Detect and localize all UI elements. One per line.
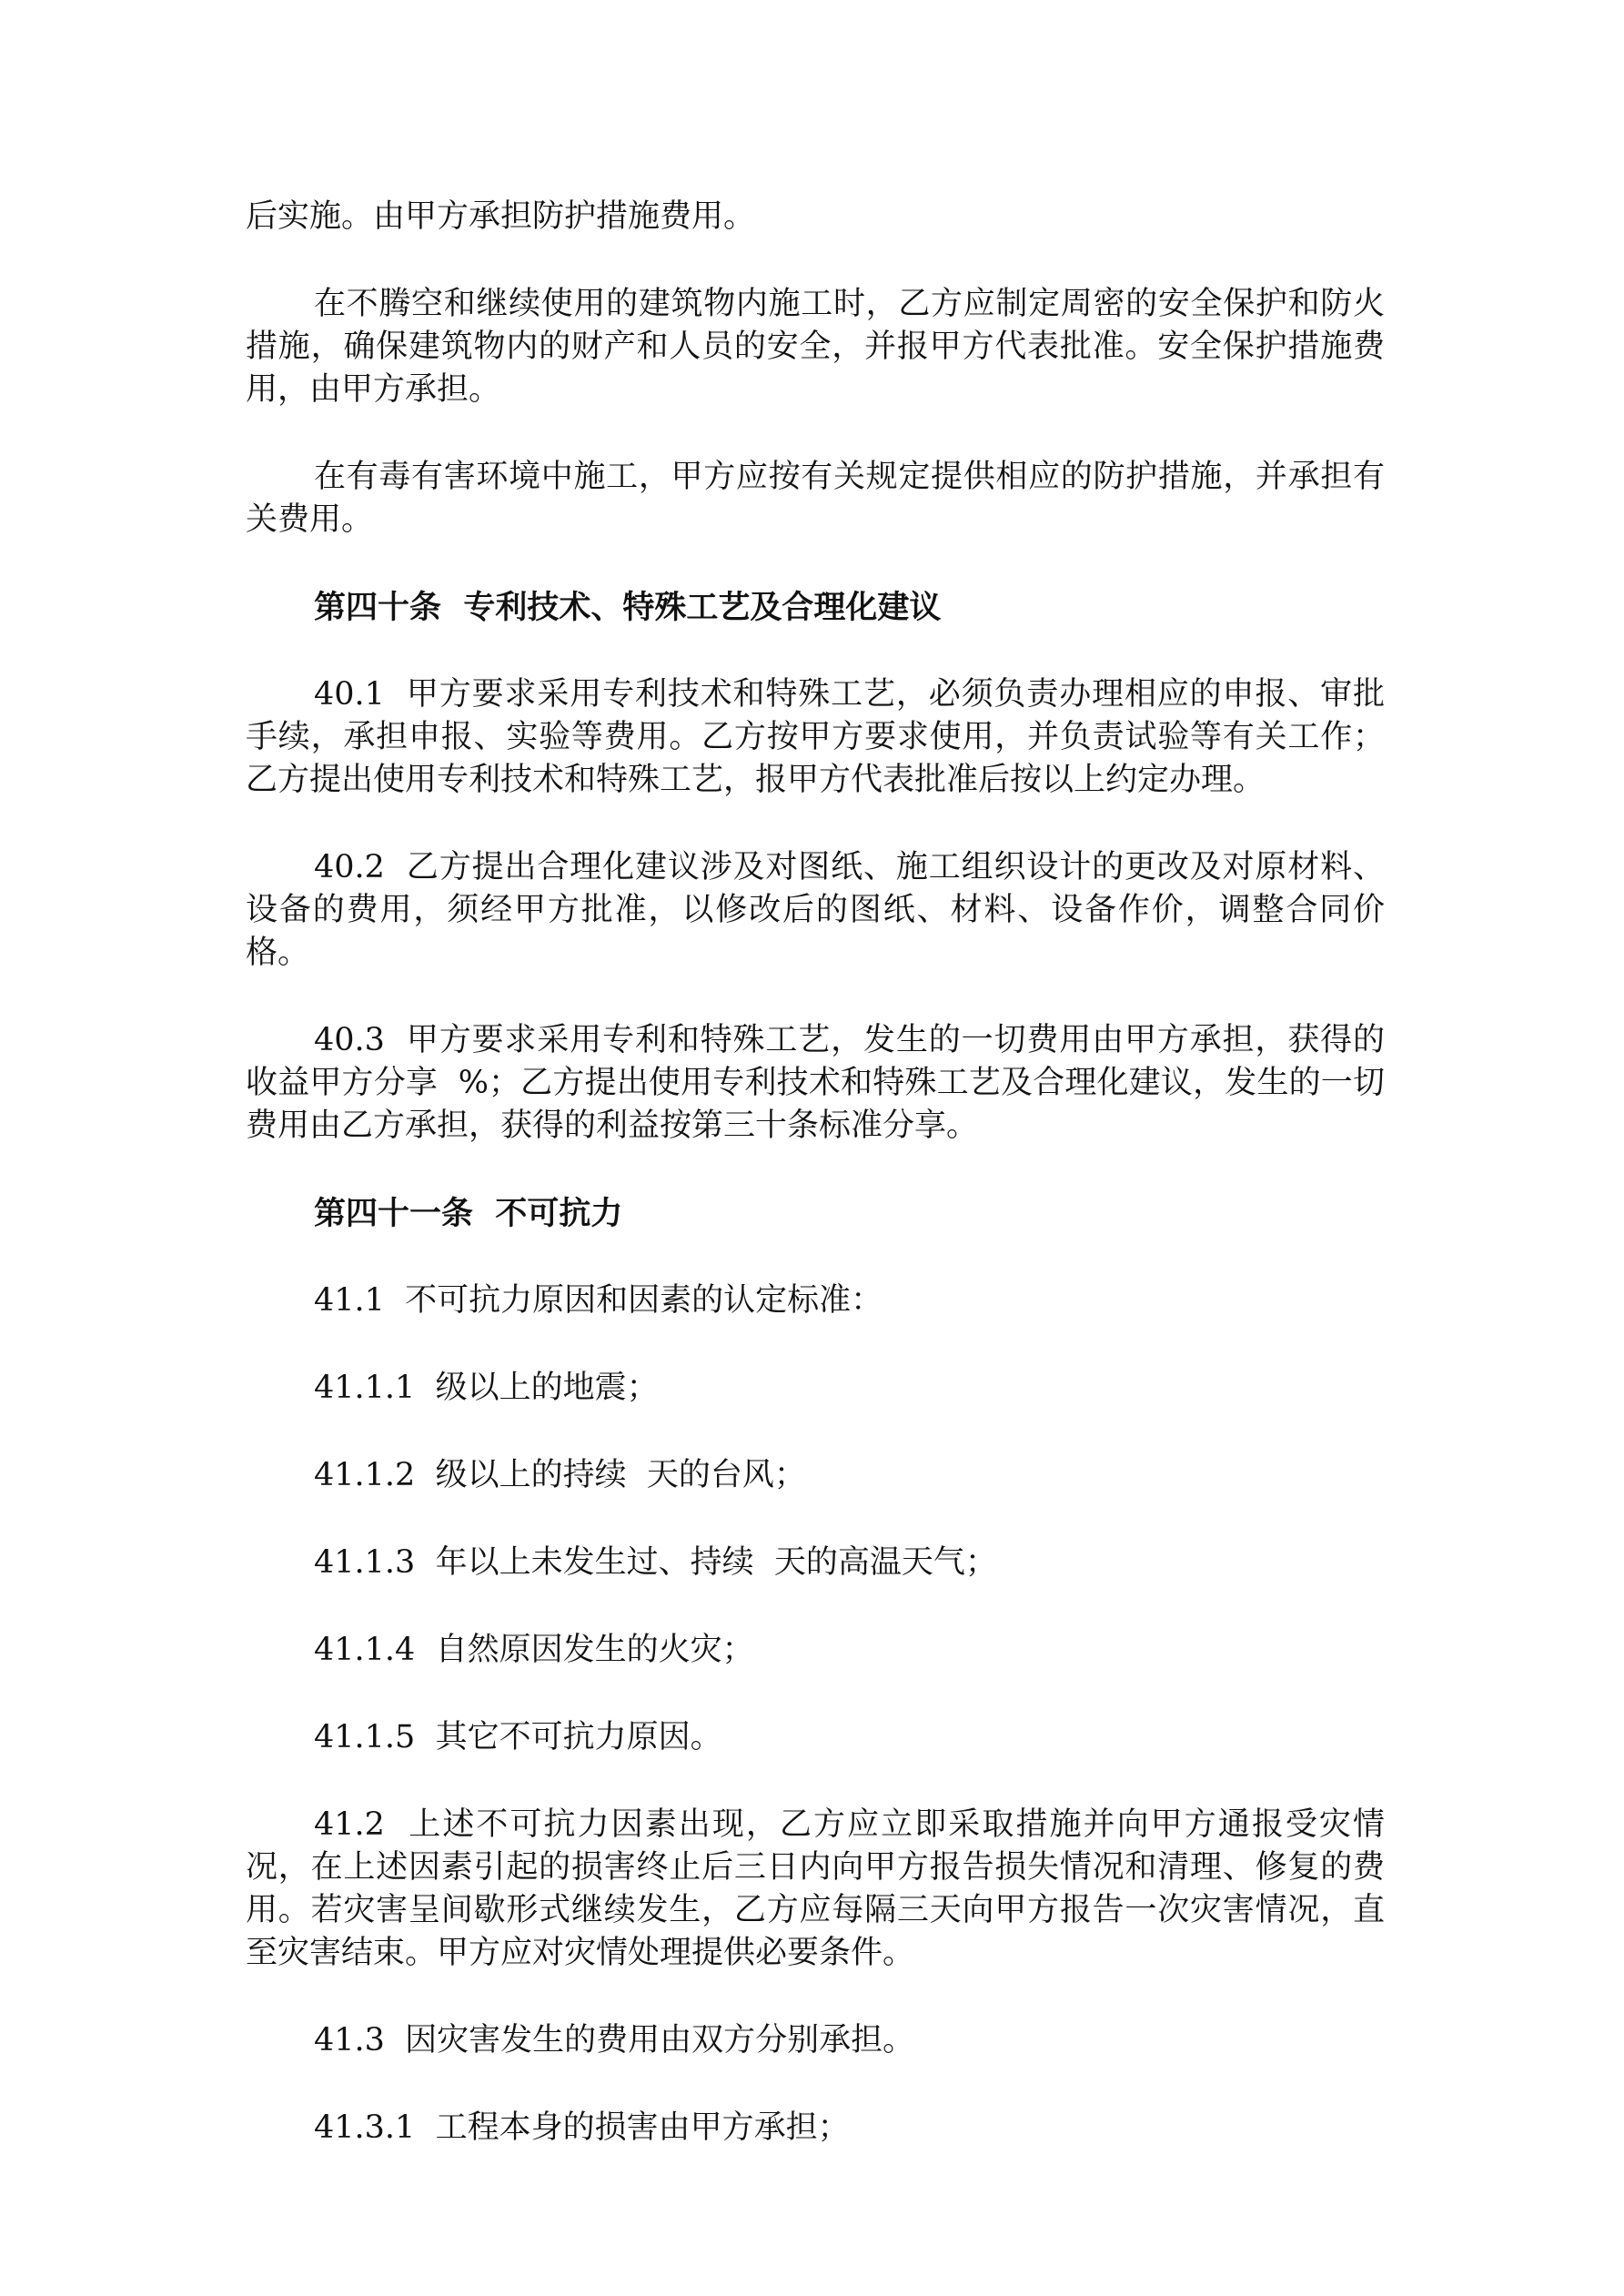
clause-41-1-4: 41.1.4 自然原因发生的火灾； bbox=[314, 1632, 754, 1668]
clause-41-1-1: 41.1.1 级以上的地震； bbox=[314, 1370, 659, 1406]
clause-40-2: 40.2 乙方提出合理化建议涉及对图纸、施工组织设计的更改及对原材料、设备的费用，须经甲方批准，以修改后的图纸、材料、设备作价，调整合同价格。 bbox=[246, 849, 1385, 971]
document-body bbox=[246, 196, 1385, 2194]
clause-41-1-5: 41.1.5 其它不可抗力原因。 bbox=[314, 1719, 722, 1755]
clause-41-2: 41.2 上述不可抗力因素出现，乙方应立即采取措施并向甲方通报受灾情况，在上述因素引起的损害终止后三日内向甲方报告损失情况和清理、修复的费用。若灾害呈间歇形式继续发生，乙方应每隔三天向甲方报告一次灾害情况，直至灾害结束。甲方应对灾情处理提供必要条件。 bbox=[246, 1806, 1385, 1971]
paragraph-hazardous-environment: 在有毒有害环境中施工，甲方应按有关规定提供相应的防护措施，并承担有关费用。 bbox=[246, 459, 1385, 538]
clause-40-1: 40.1 甲方要求采用专利技术和特殊工艺，必须负责办理相应的申报、审批手续，承担申报、实验等费用。乙方按甲方要求使用，并负责试验等有关工作；乙方提出使用专利技术和特殊工艺，报甲方代表批准后按以上约定办理。 bbox=[246, 676, 1385, 798]
clause-40-3: 40.3 甲方要求采用专利和特殊工艺，发生的一切费用由甲方承担，获得的收益甲方分享 %；乙方提出使用专利技术和特殊工艺及合理化建议，发生的一切费用由乙方承担，获得的利益按第三十条标准分享。 bbox=[246, 1022, 1385, 1144]
clause-41-1-2: 41.1.2 级以上的持续 天的台风； bbox=[314, 1457, 806, 1493]
clause-41-1-3: 41.1.3 年以上未发生过、持续 天的高温天气； bbox=[314, 1544, 997, 1581]
paragraph-carryover: 后实施。由甲方承担防护措施费用。 bbox=[246, 198, 756, 235]
paragraph-occupied-building: 在不腾空和继续使用的建筑物内施工时，乙方应制定周密的安全保护和防火措施，确保建筑物内的财产和人员的安全，并报甲方代表批准。安全保护措施费用，由甲方承担。 bbox=[246, 286, 1385, 408]
article-41-heading: 第四十一条 不可抗力 bbox=[314, 1195, 623, 1232]
clause-41-3: 41.3 因灾害发生的费用由双方分别承担。 bbox=[314, 2022, 915, 2058]
clause-41-1: 41.1 不可抗力原因和因素的认定标准： bbox=[314, 1282, 883, 1319]
article-40-heading: 第四十条 专利技术、特殊工艺及合理化建议 bbox=[314, 589, 942, 626]
clause-41-3-1: 41.3.1 工程本身的损害由甲方承担； bbox=[314, 2109, 850, 2146]
